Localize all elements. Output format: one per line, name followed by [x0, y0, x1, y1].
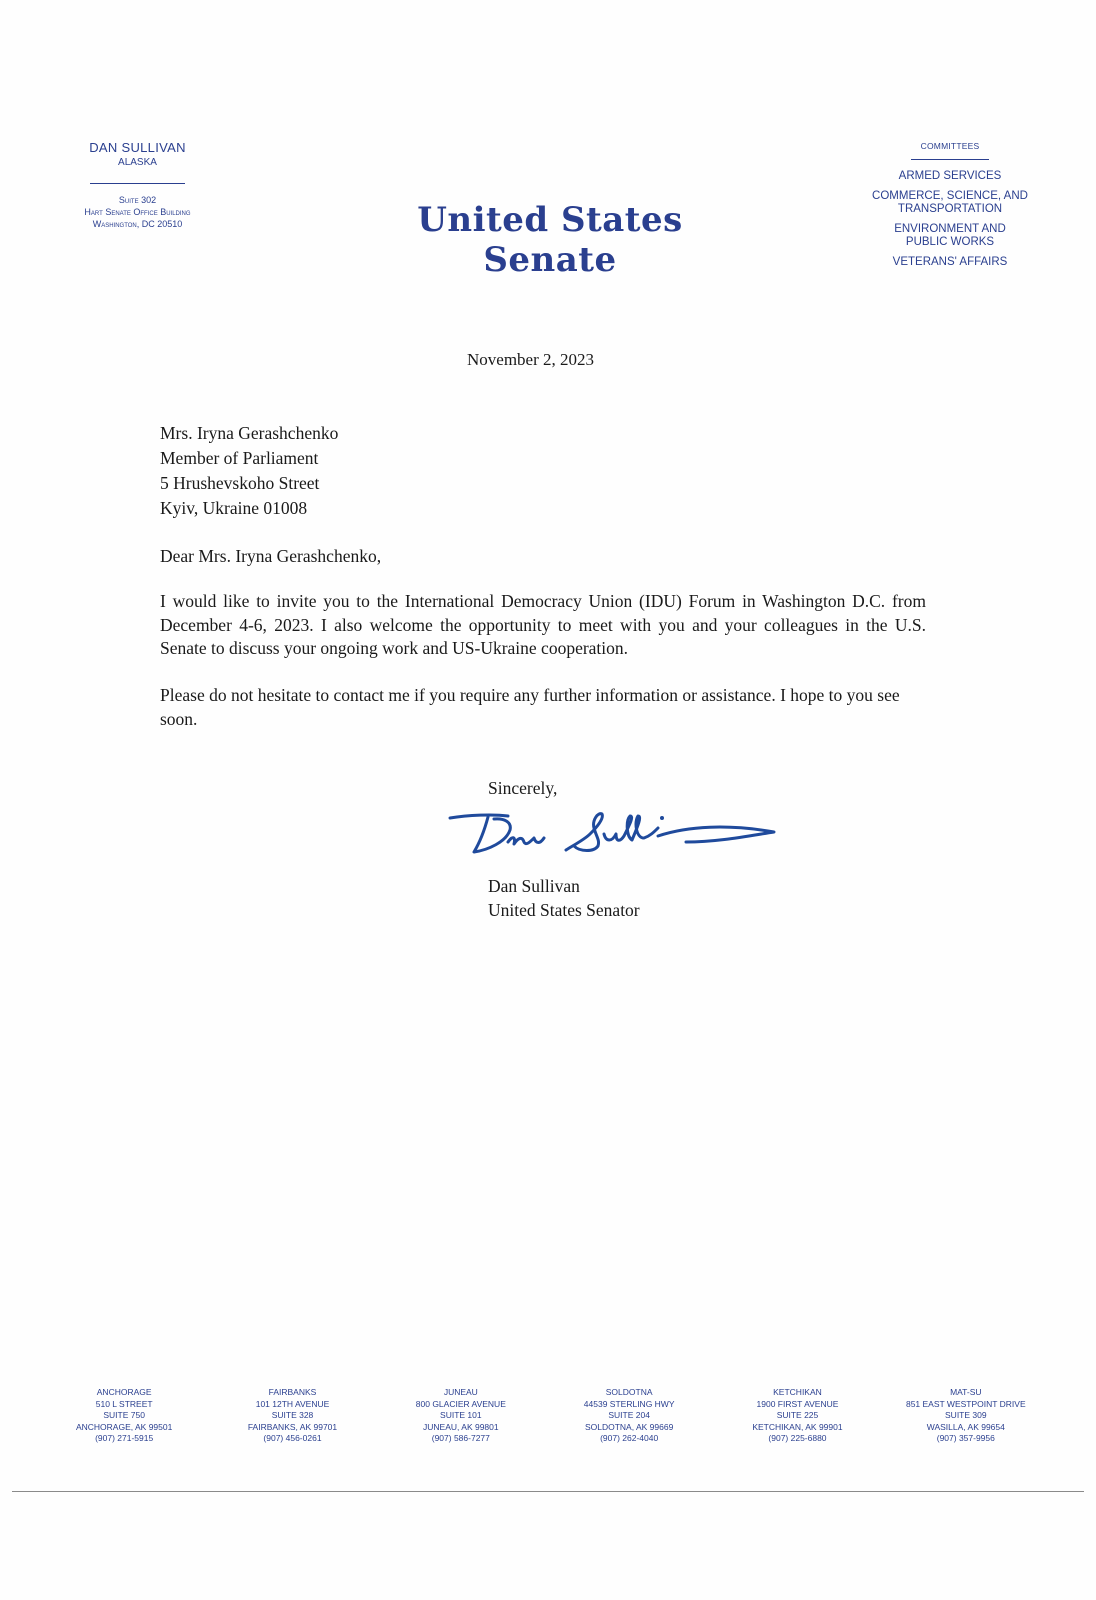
committee-item: VETERANS' AFFAIRS: [892, 256, 1008, 268]
office-matsu: [882, 1387, 1050, 1445]
office-line: SOLDOTNA, AK 99669: [584, 1421, 674, 1432]
office-line: SUITE 204: [608, 1410, 650, 1420]
office-line: ANCHORAGE, AK 99501: [75, 1421, 173, 1432]
senator-header: [55, 140, 220, 230]
address-line: Washington, DC 20510: [92, 219, 183, 229]
office-soldotna: [545, 1387, 713, 1445]
committee-item: ENVIRONMENT AND PUBLIC WORKS: [894, 223, 1006, 248]
office-city: FAIRBANKS: [268, 1387, 317, 1397]
recipient-line: Member of Parliament: [160, 448, 319, 468]
recipient-address: [160, 421, 338, 521]
signer-block: [488, 874, 640, 922]
office-line: 510 L STREET: [95, 1398, 153, 1409]
office-ketchikan: [713, 1387, 881, 1445]
office-city: JUNEAU: [443, 1387, 478, 1397]
body-paragraph: I would like to invite you to the International Democracy Union (IDU) Forum in Washington D.C. from December 4-6, 2023. I also welcome the opportunity to meet with you and your colleagues in the U.S. Senate to discuss your ongoing work and US-Ukraine cooperation.: [160, 591, 926, 658]
office-city: KETCHIKAN: [773, 1387, 822, 1397]
salutation: Dear Mrs. Iryna Gerashchenko,: [160, 546, 382, 566]
office-city: SOLDOTNA: [605, 1387, 653, 1397]
office-phone: (907) 262-4040: [600, 1433, 659, 1443]
handwritten-signature: [448, 812, 778, 874]
office-line: SUITE 225: [776, 1410, 819, 1420]
office-line: WASILLA, AK 99654: [926, 1421, 1005, 1432]
footer-offices: [40, 1387, 1050, 1445]
office-line: 101 12TH AVENUE: [255, 1398, 330, 1409]
recipient-line: Kyiv, Ukraine 01008: [160, 498, 308, 518]
body-paragraph: Please do not hesitate to contact me if you require any further information or assistance. I hope to you see soon.: [160, 685, 900, 729]
header-divider: [90, 183, 185, 184]
office-address: [55, 194, 220, 230]
office-line: 1900 FIRST AVENUE: [756, 1398, 839, 1409]
office-line: 44539 STERLING HWY: [583, 1398, 675, 1409]
office-line: 851 EAST WESTPOINT DRIVE: [905, 1398, 1026, 1409]
committee-item: ARMED SERVICES: [898, 170, 1002, 182]
address-line: Hart Senate Office Building: [84, 207, 191, 217]
office-fairbanks: [208, 1387, 376, 1445]
committees-divider: [911, 159, 989, 160]
office-line: FAIRBANKS, AK 99701: [247, 1421, 338, 1432]
letter-date: November 2, 2023: [467, 350, 595, 369]
closing: Sincerely,: [488, 778, 558, 798]
footer-divider: [12, 1491, 1084, 1492]
address-line: Suite 302: [118, 195, 157, 205]
office-line: JUNEAU, AK 99801: [423, 1421, 499, 1432]
office-city: MAT-SU: [950, 1387, 982, 1397]
committees-label: COMMITTEES: [920, 141, 980, 151]
office-line: 800 GLACIER AVENUE: [415, 1398, 506, 1409]
office-anchorage: [40, 1387, 208, 1445]
senator-name: DAN SULLIVAN: [89, 140, 186, 155]
signer-title: United States Senator: [488, 900, 640, 920]
office-phone: (907) 586-7277: [431, 1433, 490, 1443]
office-phone: (907) 225-6880: [768, 1433, 827, 1443]
recipient-line: Mrs. Iryna Gerashchenko: [160, 423, 339, 443]
signer-name: Dan Sullivan: [488, 876, 580, 896]
recipient-line: 5 Hrushevskoho Street: [160, 473, 320, 493]
committee-item: COMMERCE, SCIENCE, AND TRANSPORTATION: [872, 190, 1028, 215]
office-city: ANCHORAGE: [96, 1387, 152, 1397]
office-line: SUITE 309: [945, 1410, 987, 1420]
office-phone: (907) 456-0261: [263, 1433, 322, 1443]
committees-block: [850, 141, 1050, 276]
senator-state: ALASKA: [118, 157, 157, 168]
office-line: SUITE 101: [440, 1410, 482, 1420]
senate-masthead: United States Senate: [417, 200, 683, 280]
office-phone: (907) 357-9956: [936, 1433, 995, 1443]
office-line: SUITE 328: [271, 1410, 314, 1420]
office-line: SUITE 750: [103, 1410, 145, 1420]
office-line: KETCHIKAN, AK 99901: [752, 1421, 843, 1432]
office-juneau: [377, 1387, 545, 1445]
office-phone: (907) 271-5915: [95, 1433, 154, 1443]
